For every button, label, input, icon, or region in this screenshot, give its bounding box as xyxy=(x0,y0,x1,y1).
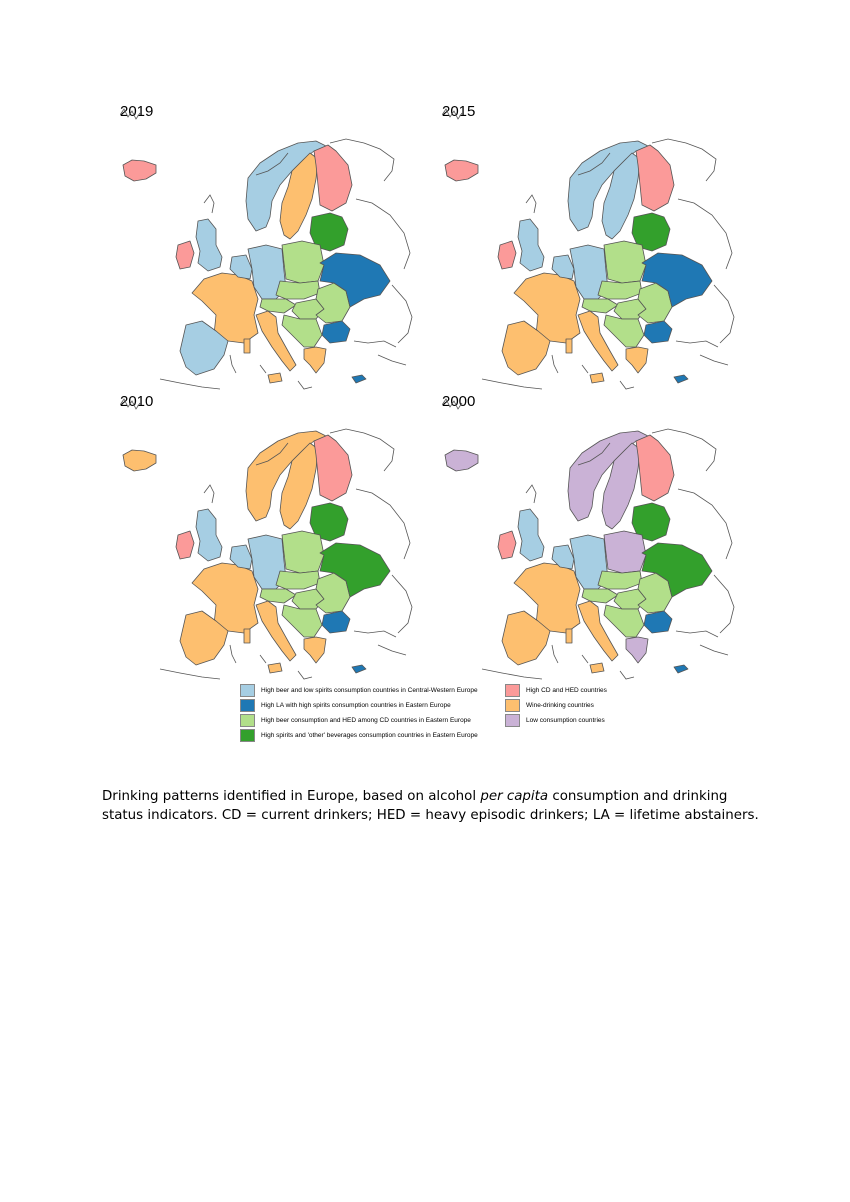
country-uk xyxy=(518,219,544,271)
country-balkans xyxy=(604,315,644,347)
country-greece xyxy=(626,347,648,373)
no-data-outline xyxy=(442,109,462,119)
no-data-outline xyxy=(482,379,542,389)
country-balkans xyxy=(282,605,322,637)
europe-map xyxy=(442,393,742,683)
legend-label: High LA with high spirits consumption countries in Eastern Europe xyxy=(261,701,451,709)
no-data-outline xyxy=(204,485,214,503)
legend-label: High beer and low spirits consumption countries in Central-Western Europe xyxy=(261,686,478,694)
legend-label: High CD and HED countries xyxy=(526,686,607,694)
country-austria xyxy=(260,299,296,313)
no-data-outline xyxy=(378,355,406,365)
legend-label: Wine-drinking countries xyxy=(526,701,594,709)
europe-map xyxy=(120,393,420,683)
country-uk xyxy=(196,509,222,561)
country-czsk xyxy=(276,571,320,589)
country-poland xyxy=(604,241,646,283)
legend-item xyxy=(505,684,607,696)
country-finland xyxy=(314,435,352,501)
map-panel-2019 xyxy=(120,103,420,393)
country-austria xyxy=(260,589,296,603)
country-iceland xyxy=(445,160,478,181)
country-cyprus xyxy=(352,665,366,673)
legend-swatch xyxy=(505,699,520,712)
legend-swatch xyxy=(505,714,520,727)
country-finland xyxy=(314,145,352,211)
no-data-outline xyxy=(482,669,542,679)
legend-swatch xyxy=(240,684,255,697)
no-data-outline xyxy=(700,645,728,655)
country-cyprus xyxy=(352,375,366,383)
no-data-outline xyxy=(120,399,140,409)
country-austria xyxy=(582,589,618,603)
country-iceland xyxy=(123,160,156,181)
no-data-outline xyxy=(582,655,588,663)
legend-item xyxy=(505,699,594,711)
no-data-outline xyxy=(676,341,718,347)
legend-item xyxy=(505,714,605,726)
europe-map xyxy=(442,103,742,393)
no-data-outline xyxy=(230,645,236,663)
legend-swatch xyxy=(240,699,255,712)
no-data-outline xyxy=(620,381,634,389)
legend-item xyxy=(240,714,471,726)
country-austria xyxy=(582,299,618,313)
country-greece xyxy=(304,347,326,373)
no-data-outline xyxy=(260,365,266,373)
country-bulgaria xyxy=(644,321,672,343)
figure-caption xyxy=(102,787,762,825)
no-data-outline xyxy=(160,669,220,679)
country-finland xyxy=(636,435,674,501)
country-iceland xyxy=(123,450,156,471)
legend-label: High beer consumption and HED among CD countries in Eastern Europe xyxy=(261,716,471,724)
no-data-outline xyxy=(582,365,588,373)
legend-label: High spirits and 'other' beverages consumption countries in Eastern Europe xyxy=(261,731,478,739)
country-czsk xyxy=(598,571,642,589)
no-data-outline xyxy=(230,355,236,373)
country-greece xyxy=(304,637,326,663)
map-panel-2010 xyxy=(120,393,420,683)
no-data-outline xyxy=(298,671,312,679)
caption-text-2: consumption and drinking status indicators. CD = current drinkers; HED = heavy episodic drinkers; LA = lifetime abstainers. xyxy=(102,789,759,823)
country-uk xyxy=(196,219,222,271)
no-data-outline xyxy=(442,399,462,409)
no-data-outline xyxy=(354,631,396,637)
no-data-outline xyxy=(354,341,396,347)
no-data-outline xyxy=(620,671,634,679)
country-finland xyxy=(636,145,674,211)
no-data-outline xyxy=(526,195,536,213)
no-data-outline xyxy=(714,575,734,633)
no-data-outline xyxy=(700,355,728,365)
no-data-outline xyxy=(676,631,718,637)
country-ireland xyxy=(176,241,194,269)
no-data-outline xyxy=(552,355,558,373)
country-czsk xyxy=(276,281,320,299)
no-data-outline xyxy=(298,381,312,389)
country-ireland xyxy=(176,531,194,559)
legend-swatch xyxy=(505,684,520,697)
no-data-outline xyxy=(378,645,406,655)
no-data-outline xyxy=(552,645,558,663)
country-balkans xyxy=(282,315,322,347)
map-legend xyxy=(240,684,630,744)
country-poland xyxy=(282,241,324,283)
legend-item xyxy=(240,699,451,711)
map-panel-2000 xyxy=(442,393,742,683)
panel-year: 2015 xyxy=(442,103,476,120)
no-data-outline xyxy=(526,485,536,503)
country-ireland xyxy=(498,241,516,269)
country-cyprus xyxy=(674,375,688,383)
legend-item xyxy=(240,684,478,696)
caption-italic: per capita xyxy=(480,789,549,804)
map-panel-2015 xyxy=(442,103,742,393)
no-data-outline xyxy=(392,575,412,633)
no-data-outline xyxy=(392,285,412,343)
country-ireland xyxy=(498,531,516,559)
legend-item xyxy=(240,729,478,741)
panel-year: 2000 xyxy=(442,393,476,410)
panel-year: 2019 xyxy=(120,103,154,120)
no-data-outline xyxy=(260,655,266,663)
legend-swatch xyxy=(240,714,255,727)
country-greece xyxy=(626,637,648,663)
country-iceland xyxy=(445,450,478,471)
country-cyprus xyxy=(674,665,688,673)
country-bulgaria xyxy=(322,321,350,343)
no-data-outline xyxy=(714,285,734,343)
country-poland xyxy=(604,531,646,573)
no-data-outline xyxy=(160,379,220,389)
country-bulgaria xyxy=(322,611,350,633)
country-bulgaria xyxy=(644,611,672,633)
europe-map xyxy=(120,103,420,393)
country-czsk xyxy=(598,281,642,299)
country-uk xyxy=(518,509,544,561)
legend-swatch xyxy=(240,729,255,742)
country-poland xyxy=(282,531,324,573)
legend-label: Low consumption countries xyxy=(526,716,605,724)
no-data-outline xyxy=(120,109,140,119)
panel-year: 2010 xyxy=(120,393,154,410)
no-data-outline xyxy=(204,195,214,213)
country-balkans xyxy=(604,605,644,637)
caption-text: Drinking patterns identified in Europe, based on alcohol xyxy=(102,789,481,804)
